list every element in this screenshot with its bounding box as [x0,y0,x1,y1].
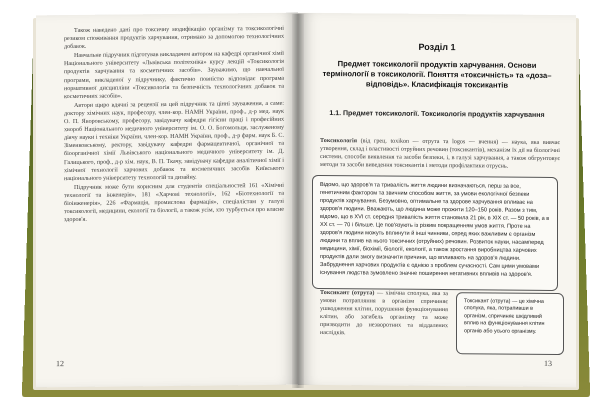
toxicant-box: Токсикант (отрута) — це хімічна сполука, яка, потрапивши в організм, спричиняє шкідливий вплив на функціонування клітин органів або усього організму. [456,292,564,355]
subsection-title: 1.1. Предмет токсикології. Токсикологія продуктів харчування [329,110,545,119]
page-number-left: 12 [56,359,64,369]
intro-text: (від грец. toxikon — отрута та logos — вчення) — наука, яка вивчає утворення, склад і властивості отруйних речовин (токсикантів), механізм їх дії на біологічні системи, способи виявлення та засоби безпеки, і, в галузі харчування, а також обгрунтовує методи та засоби виведення токсикантів і методи профілактики отруєнь. [320,138,560,170]
left-page [36,13,298,388]
paragraph: Підручник може бути корисним для студентів спеціальностей 161 «Хімічні технології та інженерія», 181 «Харчові технології», 162 «Біотехнології та біоінженерія», 226 «Фармація, промислова фармація», спеціалістам у галузі токсикології, медицини, екології та біології, а також усім, хто турбується про власне здоров'я. [64,182,284,224]
toxicant-text: — хімічна сполука, яка за умови потрапляння в організм спричиняє ушкодження клітин, порушення функціонування клітин, або загибель організму та може призводити до незворотних та віддалених наслідків. [320,290,448,337]
book-gutter [292,14,304,388]
toxicant-definition [320,289,448,339]
info-box: Відомо, що здоров'я та тривалість життя людини визначаються, перш за все, генетичним фактором та звичним способом життя, за умови екологічної безпеки продуктів харчування. Безумовно, оптимальне та здорове харчування впливає на здоров'я людини. Вважають, що людина може прожити 120–150 років. Разом з тим, відомо, що в XVI ст. середня тривалість життя становила 21 рік, в XIX ст. — 50 років, а в XX ст. — 70 і більше. Це пов'язують із різким покращенням умов життя. Проте на здоров'я людини можуть вплинути й інші чинники, серед яких важливим є організм людини та вплив на нього токсичних (отруйних) речовин. Розвиток науки, насамперед медицини, хімії, біохімії, біології, екології, а також зростання виробництва харчових продуктів дали змогу визначити причини, що впливають на здоров'я людини. Забруднення харчових продуктів є однією з проблем сучасності. Сам цими умовами існування людства зумовлено значне поширення негативних впливів на здоров'я. [312,175,558,291]
page-number-right: 13 [544,358,552,369]
intro-paragraph [320,137,560,171]
left-page-text [64,25,284,226]
toxicant-term: Токсикант (отрута) [320,289,375,297]
right-page [298,13,576,387]
section-heading: Розділ 1 [418,41,456,53]
paragraph: Автори щиро вдячні за рецензії на цей підручник та цінні зауваження, а саме: доктору хімічних наук, професору, член-кор. НАМН України, проф., д-р мед. наук О. П. Яворовському, професору, завідувачу кафедри гігієни праці і професійних хвороб Національного медичного університету ім. О. О. Богомольця, заслуженому діячу науки і техніки України, член-кор. НАМН України, проф., д-р фарм. наук Б. С. Зіменковському, ректору, завідувачу кафедри фармацевтичної, органічної та біоорганічної хімії Львівського національного медичного університету ім. Д. Галицького, проф., д-р хім. наук, В. П. Ткачу, завідувачу кафедри аналітичної хімії і хімічної технології харчових добавок та косметичних засобів Київського національного університету технологій та дизайну. [64,100,284,182]
chapter-title: Предмет токсикології продуктів харчування. Основи термінології в токсикології. Поняття «токсичність» та «доза–відповідь». Класифікація токсикантів [322,59,552,90]
intro-term: Токсикологія [320,137,358,145]
paragraph: Також наведено дані про токсичну модифікацію організму та токсикологічні резиком споживання продуктів харчування, отримано за допомогою технологічних добавок. [64,25,284,51]
paragraph: Навчальне підручник підготував викладачем автором на кафедрі органічної хімії Національного університету «Львівська політехніка» курсу лекцій «Токсикологія продуктів харчування та косметичних засобів». Зауважимо, що навчальної програми, викладеної у підручнику, фактично повністю відповідає програма нормативної дисципліни «Токсикологія та безпечність технологічних добавок та косметичних засобів». [64,51,284,100]
